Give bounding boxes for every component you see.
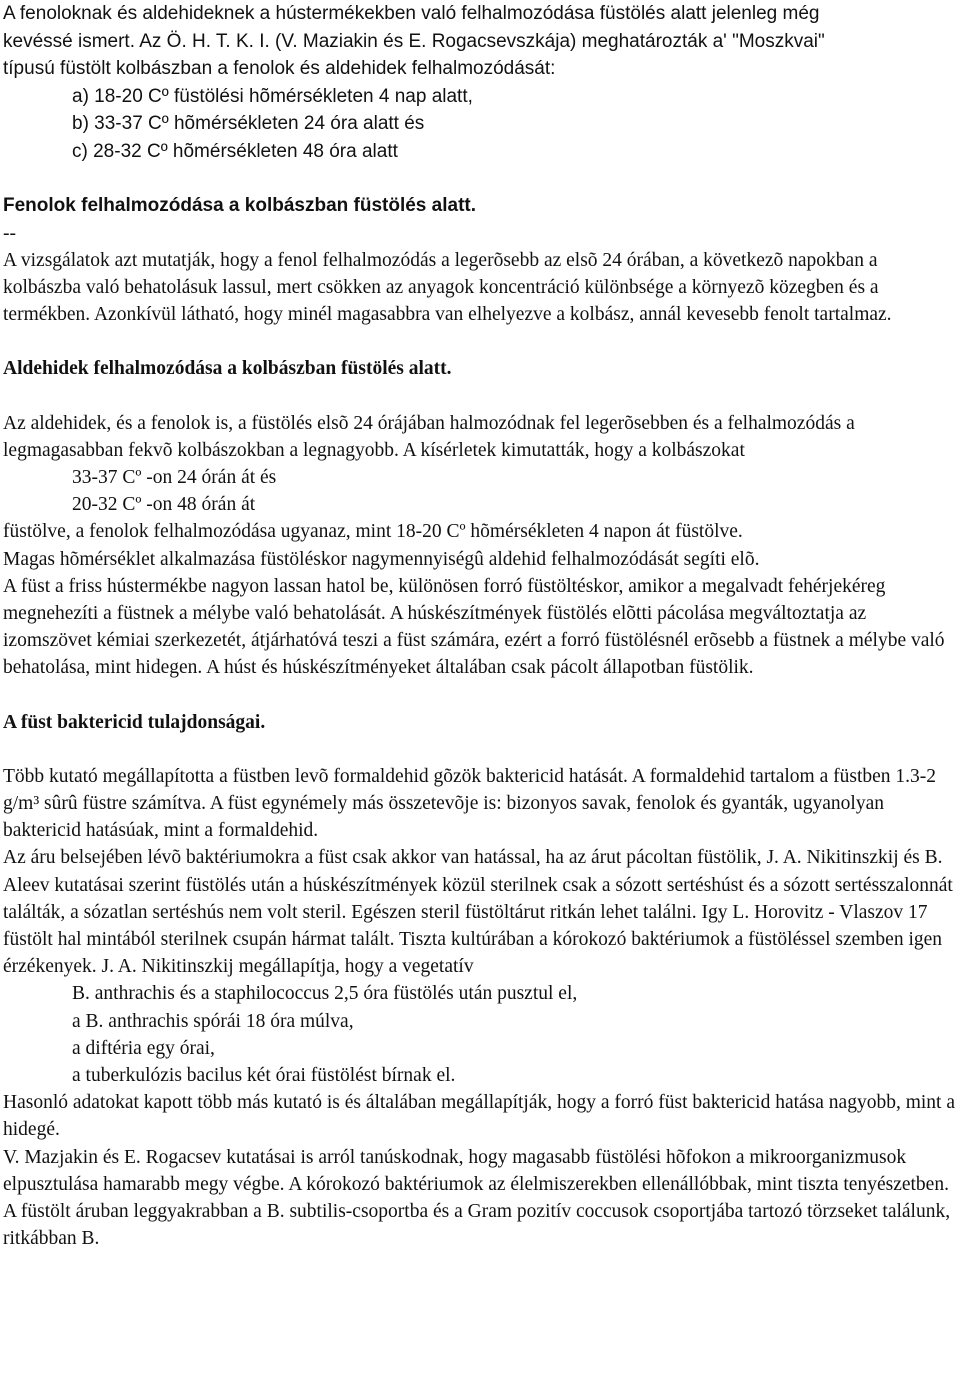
spacer: [3, 328, 957, 355]
paragraph: Magas hõmérséklet alkalmazása füstöléskor nagymennyiségû aldehid felhalmozódását segíti elõ.: [3, 548, 760, 570]
list-item: B. anthrachis és a staphilococcus 2,5 óra füstölés után pusztul el,: [72, 983, 578, 1005]
list-item: 20-32 Cº -on 48 órán át: [72, 494, 256, 516]
intro-line: A fenoloknak és aldehideknek a hústermékekben való felhalmozódása füstölés alatt jelenleg még: [3, 3, 820, 24]
paragraph: Hasonló adatokat kapott több más kutató is és általában megállapítják, hogy a forró füst baktericid hatása nagyobb, mint a hidegé.: [3, 1092, 955, 1141]
list-item: 33-37 Cº -on 24 órán át és: [72, 466, 277, 488]
spacer: [3, 736, 957, 763]
list-item: a diftéria egy órai,: [72, 1037, 215, 1059]
section-divider: --: [3, 222, 16, 244]
section-heading-aldehydes: Aldehidek felhalmozódása a kolbászban füstölés alatt.: [3, 358, 452, 380]
list-item: a tuberkulózis bacilus két órai füstölést bírnak el.: [72, 1064, 456, 1086]
intro-line: típusú füstölt kolbászban a fenolok és aldehidek felhalmozódását:: [3, 58, 556, 79]
intro-list-item: a) 18-20 Cº füstölési hõmérsékleten 4 nap alatt,: [72, 85, 473, 107]
spacer: [3, 682, 957, 709]
intro-list-item: b) 33-37 Cº hõmérsékleten 24 óra alatt és: [72, 113, 425, 134]
paragraph: A vizsgálatok azt mutatják, hogy a fenol felhalmozódás a legerõsebb az elsõ 24 órában, a következõ napokban a kolbászba való behatolásuk lassul, mert csökken az anyagok koncentráció különbsége a környezõ közegben és a termékben. Azonkívül látható, hogy minél magasabbra van elhelyezve a kolbász, annál kevesebb fenolt tartalmaz.: [3, 249, 892, 326]
paragraph: V. Mazjakin és E. Rogacsev kutatásai is arról tanúskodnak, hogy magasabb füstölési hõfokon a mikroorganizmusok elpusztulása hamarabb megy végbe. A kórokozó baktériumok az élelmiszerekben ellenállóbbak, mint tiszta tenyészetben. A füstölt áruban leggyakrabban a B. subtilis-csoportba és a Gram pozitív coccusok csoportjába tartozó törzseket találunk, ritkábban B.: [3, 1146, 951, 1250]
paragraph: Az aldehidek, és a fenolok is, a füstölés elsõ 24 órájában halmozódnak fel legerõsebben és a felhalmozódás a legmagasabban fekvõ kolbászokban a legnagyobb. A kísérletek kimutatták, hogy a kolbászokat: [3, 412, 855, 461]
spacer: [3, 383, 957, 410]
section-heading-phenols: Fenolok felhalmozódása a kolbászban füstölés alatt.: [3, 195, 476, 216]
document-page: [3, 0, 957, 1252]
section-heading-bactericidal: A füst baktericid tulajdonságai.: [3, 711, 266, 733]
paragraph: füstölve, a fenolok felhalmozódása ugyanaz, mint 18-20 Cº hõmérsékleten 4 napon át füstölve.: [3, 521, 743, 543]
intro-line: kevéssé ismert. Az Ö. H. T. K. I. (V. Maziakin és E. Rogacsevszkája) meghatározták a' "Moszkvai": [3, 30, 825, 52]
list-item: a B. anthrachis spórái 18 óra múlva,: [72, 1010, 354, 1032]
intro-list-item: c) 28-32 Cº hõmérsékleten 48 óra alatt: [72, 140, 398, 162]
paragraph: Az áru belsejében lévõ baktériumokra a füst csak akkor van hatással, ha az árut pácoltan füstölik, J. A. Nikitinszkij és B. Aleev kutatásai szerint füstölés után a húskészítmények közül sterilnek csak a sózott sertéshúst és a sózott sertésszalonnát találták, a sózatlan sertéshús nem volt steril. Egészen steril füstöltárut ritkán lehet találni. Igy L. Horovitz - Vlaszov 17 füstölt hal mintából sterilnek csupán hármat talált. Tiszta kultúrában a kórokozó baktériumok a füstöléssel szemben igen érzékenyek. J. A. Nikitinszkij megállapítja, hogy a vegetatív: [3, 847, 953, 978]
intro-block: [3, 0, 957, 220]
section-phenols: [3, 220, 957, 1253]
paragraph: Több kutató megállapította a füstben levõ formaldehid gõzök baktericid hatását. A formaldehid tartalom a füstben 1.3-2 g/m³ sûrû füstre számítva. A füst egynémely más összetevõje is: bizonyos savak, fenolok és gyanták, ugyanolyan baktericid hatásúak, mint a formaldehid.: [3, 765, 937, 842]
paragraph: A füst a friss hústermékbe nagyon lassan hatol be, különösen forró füstöltéskor, amikor a megalvadt fehérjekéreg megnehezíti a füstnek a mélybe való behatolását. A húskészítmények füstölés elõtti pácolása megváltoztatja az izomszövet kémiai szerkezetét, átjárhatóvá teszi a füst számára, ezért a forró füstölésnél erõsebb a füstnek a mélybe való behatolása, mint hidegen. A húst és húskészítményeket általában csak pácolt állapotban füstölik.: [3, 575, 945, 679]
